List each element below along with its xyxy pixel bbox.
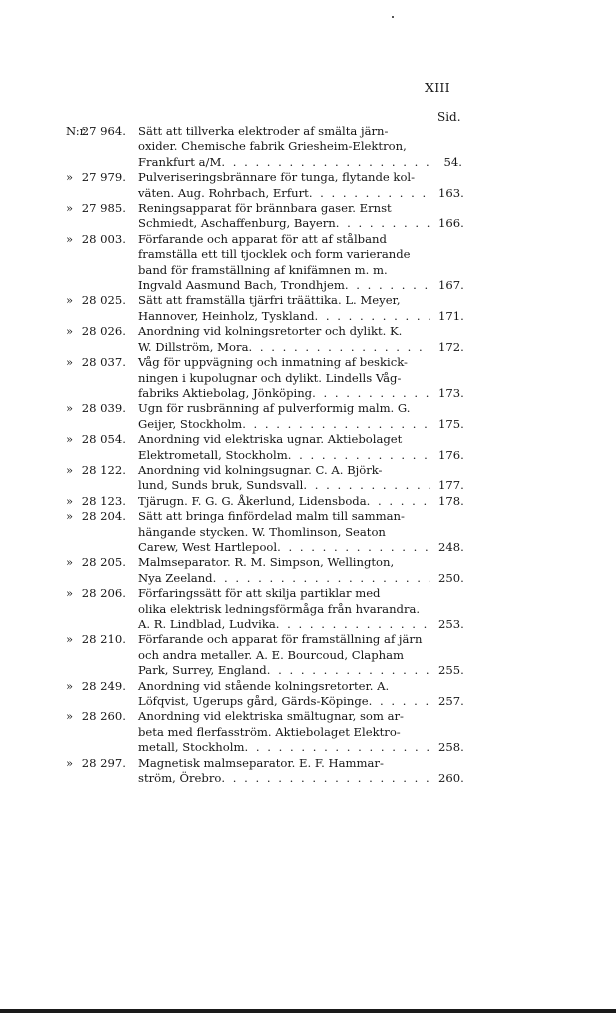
page-reference: 173. xyxy=(438,385,464,400)
patent-number: 28 037. xyxy=(81,355,126,370)
index-entry xyxy=(0,463,616,494)
page-reference: 166. xyxy=(438,216,464,231)
applicant-text: Hannover, Heinholz, Tyskland xyxy=(138,308,315,323)
description-line: och andra metaller. A. E. Bourcoud, Clapham xyxy=(138,647,405,662)
applicant-text: W. Dillström, Mora xyxy=(138,339,249,354)
index-entry xyxy=(0,632,616,678)
patent-number: 28 297. xyxy=(81,755,126,770)
applicant-text: Ingvald Aasmund Bach, Trondhjem xyxy=(138,278,345,293)
page-reference: 253. xyxy=(438,616,464,631)
description-last-line xyxy=(138,740,430,755)
entry-description xyxy=(138,509,430,555)
index-entry xyxy=(0,709,616,755)
description-last-line xyxy=(138,448,430,463)
index-entry xyxy=(0,232,616,294)
entry-number-prefix: » xyxy=(66,755,74,770)
entry-description xyxy=(138,432,430,463)
entry-number-prefix: N:r xyxy=(66,124,86,138)
dot-leader xyxy=(288,448,430,463)
description-last-line xyxy=(138,478,430,493)
entry-number-prefix: » xyxy=(66,231,74,246)
index-entry xyxy=(0,293,616,324)
page-number: XIII xyxy=(425,80,450,95)
patent-number: 28 039. xyxy=(81,401,126,416)
page-reference: 54. xyxy=(443,154,462,169)
entry-number-prefix: » xyxy=(66,555,74,570)
description-line: Magnetisk malmseparator. E. F. Hammar- xyxy=(138,755,384,770)
patent-number: 27 985. xyxy=(81,201,126,216)
patent-number: 27 979. xyxy=(81,170,126,185)
patent-number: 28 122. xyxy=(81,462,126,477)
entry-description xyxy=(138,232,430,294)
patent-number: 28 206. xyxy=(81,586,126,601)
applicant-text: Geijer, Stockholm xyxy=(138,416,243,431)
dot-leader xyxy=(369,694,430,709)
description-line: beta med flerfasström. Aktiebolaget Elektro- xyxy=(138,724,401,739)
page-reference: 250. xyxy=(438,570,464,585)
description-last-line xyxy=(138,663,430,678)
entry-description xyxy=(138,170,430,201)
page-reference: 255. xyxy=(438,663,464,678)
dot-leader xyxy=(309,186,430,201)
index-entry xyxy=(0,756,616,787)
description-line: framställa ett till tjocklek och form varierande xyxy=(138,247,411,262)
applicant-text: A. R. Lindblad, Ludvika xyxy=(138,617,276,631)
entry-number-prefix: » xyxy=(66,201,74,216)
applicant-text: Park, Surrey, England xyxy=(138,663,267,678)
entry-number-prefix: » xyxy=(66,170,74,185)
description-last-line xyxy=(138,216,430,231)
dot-leader xyxy=(267,663,430,678)
patent-number: 28 205. xyxy=(81,555,126,570)
page-reference: 167. xyxy=(438,278,464,293)
page-reference: 176. xyxy=(438,447,464,462)
description-last-line xyxy=(138,617,430,632)
page-column-label: Sid. xyxy=(437,110,461,124)
patent-number: 28 003. xyxy=(81,231,126,246)
description-last-line xyxy=(138,309,430,324)
description-line: olika elektrisk ledningsförmåga från hvarandra. xyxy=(138,601,421,616)
description-last-line xyxy=(138,186,430,201)
description-line: Reningsapparat för brännbara gaser. Ernst xyxy=(138,201,392,216)
patent-number: 28 123. xyxy=(81,493,126,508)
patent-number: 28 204. xyxy=(81,509,126,524)
dot-leader xyxy=(221,155,430,170)
entry-description xyxy=(138,293,430,324)
dot-leader xyxy=(213,571,430,586)
index-entry xyxy=(0,679,616,710)
entry-number-prefix: » xyxy=(66,432,74,447)
description-last-line xyxy=(138,386,430,401)
entry-number-prefix: » xyxy=(66,401,74,416)
page-reference: 171. xyxy=(438,308,464,323)
entry-description xyxy=(138,201,430,232)
applicant-text: väten. Aug. Rohrbach, Erfurt xyxy=(138,185,309,200)
index-entry xyxy=(0,586,616,632)
patent-index-list xyxy=(0,124,616,786)
applicant-text: Frankfurt a/M xyxy=(138,154,222,169)
description-line: Malmseparator. R. M. Simpson, Wellington, xyxy=(138,555,395,570)
applicant-text: metall, Stockholm xyxy=(138,740,245,755)
description-last-line xyxy=(138,417,430,432)
entry-description xyxy=(138,756,430,787)
entry-number-prefix: » xyxy=(66,462,74,477)
print-speck xyxy=(392,16,394,18)
index-entry xyxy=(0,324,616,355)
patent-number: 28 025. xyxy=(81,293,126,308)
description-line: Sätt att bringa finfördelad malm till samman- xyxy=(138,509,405,524)
patent-number: 28 249. xyxy=(81,678,126,693)
description-line: hängande stycken. W. Thomlinson, Seaton xyxy=(138,524,386,539)
page-reference: 178. xyxy=(438,493,464,508)
applicant-text: Schmiedt, Aschaffenburg, Bayern xyxy=(138,216,336,231)
dot-leader xyxy=(315,309,430,324)
description-last-line xyxy=(138,540,430,555)
page-reference: 177. xyxy=(438,478,464,493)
description-line: Förfarande och apparat för framställning af järn xyxy=(138,632,423,647)
page-reference: 260. xyxy=(438,771,464,786)
description-line: band för framställning af knifämnen m. m. xyxy=(138,262,388,277)
entry-number-prefix: » xyxy=(66,355,74,370)
dot-leader xyxy=(303,478,430,493)
entry-description xyxy=(138,709,430,755)
entry-description xyxy=(138,632,430,678)
dot-leader xyxy=(367,494,430,509)
index-entry xyxy=(0,432,616,463)
entry-number-prefix: » xyxy=(66,586,74,601)
description-line: Våg för uppvägning och inmatning af beskick- xyxy=(138,355,408,370)
dot-leader xyxy=(312,386,430,401)
index-entry xyxy=(0,555,616,586)
description-line: Pulveriseringsbrännare för tunga, flytande kol- xyxy=(138,170,416,185)
dot-leader xyxy=(221,771,430,786)
description-line: Anordning vid elektriska smältugnar, som ar- xyxy=(138,709,404,724)
description-last-line xyxy=(138,340,430,355)
entry-description xyxy=(138,586,430,632)
applicant-text: Elektrometall, Stockholm xyxy=(138,447,288,462)
description-line: Förfaringssätt för att skilja partiklar med xyxy=(138,586,381,601)
applicant-text: Löfqvist, Ugerups gård, Gärds-Köpinge xyxy=(138,694,369,709)
entry-number-prefix: » xyxy=(66,509,74,524)
index-entry xyxy=(0,494,616,509)
description-last-line xyxy=(138,155,430,170)
patent-number: 28 210. xyxy=(81,632,126,647)
scan-edge xyxy=(0,1009,616,1013)
dot-leader xyxy=(276,617,430,632)
patent-number: 27 964. xyxy=(81,124,126,138)
description-last-line xyxy=(138,278,430,293)
applicant-text: Tjärugn. F. G. G. Åkerlund, Lidensboda xyxy=(138,493,367,508)
dot-leader xyxy=(244,740,430,755)
page-reference: 172. xyxy=(438,339,464,354)
description-last-line xyxy=(138,571,430,586)
entry-description xyxy=(138,401,430,432)
patent-number: 28 054. xyxy=(81,432,126,447)
entry-number-prefix: » xyxy=(66,324,74,339)
entry-number-prefix: » xyxy=(66,678,74,693)
index-entry xyxy=(0,124,616,170)
entry-description xyxy=(138,679,430,710)
description-line: Anordning vid kolningsretorter och dylikt. K. xyxy=(138,324,403,339)
description-last-line xyxy=(138,771,430,786)
description-line: oxider. Chemische fabrik Griesheim-Elektron, xyxy=(138,139,407,154)
description-line: Anordning vid kolningsugnar. C. A. Björk- xyxy=(138,462,383,477)
page-reference: 163. xyxy=(438,185,464,200)
page-reference: 258. xyxy=(438,740,464,755)
description-line: Anordning vid elektriska ugnar. Aktiebolaget xyxy=(138,432,403,447)
patent-number: 28 260. xyxy=(81,709,126,724)
dot-leader xyxy=(242,417,430,432)
description-line: Sätt att tillverka elektroder af smälta järn- xyxy=(138,124,389,138)
applicant-text: Carew, West Hartlepool xyxy=(138,539,278,554)
dot-leader xyxy=(345,278,430,293)
description-line: Förfarande och apparat för att af stålband xyxy=(138,231,387,246)
entry-description xyxy=(138,555,430,586)
description-last-line xyxy=(138,694,430,709)
entry-number-prefix: » xyxy=(66,709,74,724)
entry-description xyxy=(138,324,430,355)
dot-leader xyxy=(277,540,430,555)
entry-description xyxy=(138,355,430,401)
entry-number-prefix: » xyxy=(66,293,74,308)
dot-leader xyxy=(248,340,430,355)
applicant-text: fabriks Aktiebolag, Jönköping xyxy=(138,385,313,400)
index-entry xyxy=(0,201,616,232)
entry-description xyxy=(138,494,430,509)
applicant-text: Nya Zeeland xyxy=(138,570,213,585)
patent-number: 28 026. xyxy=(81,324,126,339)
description-line: Sätt att framställa tjärfri träättika. L. Meyer, xyxy=(138,293,401,308)
description-last-line xyxy=(138,494,430,509)
index-entry xyxy=(0,509,616,555)
page-reference: 248. xyxy=(438,539,464,554)
index-entry xyxy=(0,401,616,432)
entry-description xyxy=(138,124,430,170)
page-reference: 257. xyxy=(438,694,464,709)
description-line: Anordning vid stående kolningsretorter. A. xyxy=(138,678,390,693)
index-entry xyxy=(0,170,616,201)
dot-leader xyxy=(336,216,430,231)
applicant-text: ström, Örebro xyxy=(138,771,222,786)
entry-number-prefix: » xyxy=(66,632,74,647)
page-reference: 175. xyxy=(438,416,464,431)
description-line: Ugn för rusbränning af pulverformig malm. G. xyxy=(138,401,411,416)
applicant-text: lund, Sunds bruk, Sundsvall xyxy=(138,478,304,493)
entry-number-prefix: » xyxy=(66,493,74,508)
index-entry xyxy=(0,355,616,401)
description-line: ningen i kupolugnar och dylikt. Lindells Våg- xyxy=(138,370,402,385)
entry-description xyxy=(138,463,430,494)
